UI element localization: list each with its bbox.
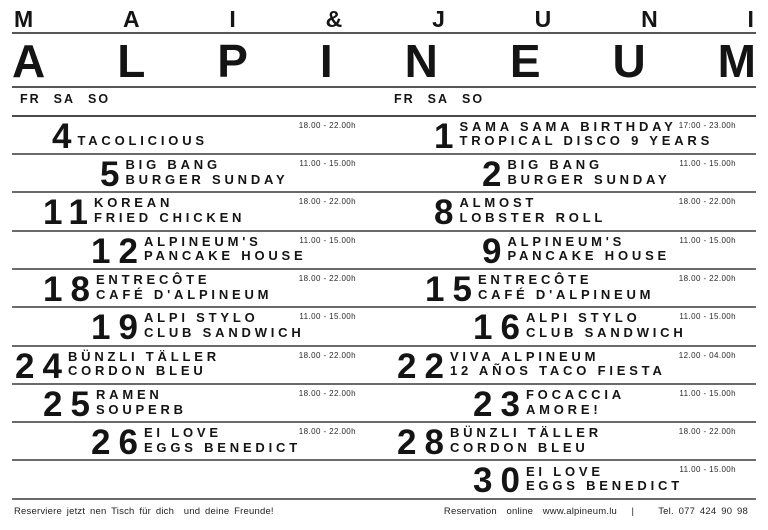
event-cell (394, 461, 756, 501)
column-gap (356, 193, 394, 229)
event-title (125, 158, 288, 188)
event-cell (12, 155, 356, 195)
event-cell (394, 193, 756, 233)
event-title-line: CORDON BLEU (67, 363, 207, 379)
event-title (526, 465, 683, 495)
event-day-number: 2 (482, 155, 510, 195)
event-title (144, 311, 305, 341)
event-title-line: PANCAKE HOUSE (143, 248, 307, 264)
event-title (450, 426, 602, 456)
event-title-line: CAFÉ D'ALPINEUM (95, 286, 273, 302)
event-title-line: CLUB SANDWICH (525, 324, 687, 340)
column-gap (356, 308, 394, 344)
event-title-line: ENTRECÔTE (477, 272, 593, 288)
footer-reservation-note: Reserviere jetzt nen Tisch für dich und deine Freunde! (14, 505, 274, 517)
event-cell (12, 231, 356, 271)
event-time: 18.00 - 22.00h (298, 388, 356, 398)
weekday-label-so: SO (462, 91, 485, 106)
column-gap (356, 270, 394, 306)
event-title-line: RAMEN (95, 386, 163, 402)
event-day-number: 4 (52, 116, 80, 156)
event-title (144, 426, 301, 456)
weekday-header-right (394, 90, 756, 108)
event-time: 18.00 - 22.00h (678, 273, 736, 283)
weekday-label-fr: FR (394, 91, 415, 106)
title-letter: J (432, 6, 445, 32)
event-day-number: 19 (91, 308, 146, 348)
event-cell (394, 384, 756, 424)
event-day-number: 16 (473, 308, 528, 348)
venue-letter: N (404, 35, 438, 88)
column-gap (356, 385, 394, 421)
event-title-line: ALMOST (459, 195, 538, 211)
event-day-number: 22 (397, 346, 452, 386)
event-cell (394, 269, 756, 309)
event-title (94, 196, 245, 226)
event-day-number: 12 (91, 231, 146, 271)
event-title-line: AMORE! (525, 401, 602, 417)
event-time: 18.00 - 22.00h (298, 350, 356, 360)
weekday-label-so: SO (88, 91, 111, 106)
event-cell (394, 423, 756, 463)
event-time: 11.00 - 15.00h (299, 235, 356, 245)
event-day-number: 24 (15, 346, 70, 386)
event-time: 18.00 - 22.00h (298, 427, 356, 437)
title-letter: M (14, 6, 34, 32)
event-time: 18.00 - 22.00h (298, 120, 356, 130)
weekday-label-sa: SA (53, 91, 76, 106)
event-time: 11.00 - 15.00h (299, 159, 356, 169)
event-title-line: FOCACCIA (525, 386, 625, 402)
event-title-line: VIVA ALPINEUM (449, 348, 600, 364)
venue-letter: P (217, 35, 248, 88)
event-time: 18.00 - 22.00h (678, 427, 736, 437)
weekday-header-left (12, 90, 356, 108)
event-title (459, 196, 606, 226)
event-time: 12.00 - 04.00h (678, 350, 736, 360)
event-title-line: CAFÉ D'ALPINEUM (477, 286, 655, 302)
event-cell (12, 423, 356, 463)
event-time: 11.00 - 15.00h (679, 312, 736, 322)
event-title-line: BIG BANG (125, 157, 221, 173)
event-day-number: 1 (434, 116, 462, 156)
event-day-number: 26 (91, 423, 146, 463)
event-title-line: CORDON BLEU (449, 439, 589, 455)
event-time: 18.00 - 22.00h (298, 273, 356, 283)
column-gap (356, 461, 394, 497)
event-day-number: 11 (43, 193, 96, 233)
weekday-label-fr: FR (20, 91, 41, 106)
event-time: 11.00 - 15.00h (679, 159, 736, 169)
calendar-row (12, 347, 756, 385)
venue-letter: E (509, 35, 541, 88)
event-title (68, 350, 220, 380)
event-title-line: TACOLICIOUS (77, 133, 208, 149)
calendar-row (12, 461, 756, 499)
calendar-row (12, 385, 756, 423)
event-title (459, 120, 713, 150)
event-time: 11.00 - 15.00h (299, 312, 356, 322)
title-letter: U (534, 6, 552, 32)
event-title-line: ALPINEUM'S (507, 233, 626, 249)
venue-letter: U (612, 35, 646, 88)
event-title-line: BURGER SUNDAY (125, 171, 289, 187)
event-cell (12, 193, 356, 233)
title-letter: N (641, 6, 658, 32)
event-title (144, 235, 307, 265)
event-cell (394, 231, 756, 271)
event-title (526, 388, 625, 418)
title-letter: I (229, 6, 236, 32)
event-day-number: 9 (482, 231, 510, 271)
event-title-line: KOREAN (94, 195, 174, 211)
event-title (507, 158, 670, 188)
event-cell (394, 155, 756, 195)
event-day-number: 25 (43, 384, 98, 424)
event-title-line: EGGS BENEDICT (143, 439, 301, 455)
event-title-line: LOBSTER ROLL (459, 210, 607, 226)
event-title (526, 311, 687, 341)
event-title-line: EI LOVE (525, 463, 604, 479)
venue-name (12, 35, 756, 88)
event-cell (12, 461, 356, 497)
event-title (96, 388, 187, 418)
event-time: 18.00 - 22.00h (678, 197, 736, 207)
event-title-line: PANCAKE HOUSE (507, 248, 671, 264)
event-cell (12, 384, 356, 424)
venue-letter: A (12, 35, 46, 88)
event-title-line: EI LOVE (143, 425, 222, 441)
event-title-line: ALPINEUM'S (143, 233, 262, 249)
event-cell (12, 269, 356, 309)
column-gap (356, 232, 394, 268)
event-title-line: FRIED CHICKEN (94, 210, 246, 226)
event-day-number: 28 (397, 423, 452, 463)
calendar-row (12, 270, 756, 308)
column-gap (356, 423, 394, 459)
event-title-line: EGGS BENEDICT (525, 478, 683, 494)
event-title-line: SOUPERB (95, 401, 187, 417)
event-time: 11.00 - 15.00h (679, 388, 736, 398)
event-time: 11.00 - 15.00h (679, 235, 736, 245)
event-title (77, 134, 207, 150)
event-title-line: CLUB SANDWICH (143, 324, 305, 340)
title-letter: I (747, 6, 754, 32)
event-day-number: 8 (434, 193, 462, 233)
event-title-line: SAMA SAMA BIRTHDAY (459, 118, 677, 134)
event-title-line: TROPICAL DISCO 9 YEARS (459, 133, 714, 149)
event-title-line: BÜNZLI TÄLLER (449, 425, 602, 441)
event-day-number: 18 (43, 269, 98, 309)
event-time: 17:00 - 23.00h (678, 120, 736, 130)
footer-contact-info: Reservation online www.alpineum.lu | Tel. 077 424 90 98 (443, 505, 748, 517)
event-cell (394, 346, 756, 386)
title-letter: A (122, 6, 140, 32)
weekday-label-sa: SA (427, 91, 450, 106)
calendar-row (12, 308, 756, 346)
calendar-row (12, 117, 756, 155)
event-cell (12, 116, 356, 156)
event-title-line: BURGER SUNDAY (507, 171, 671, 187)
venue-letter: L (117, 35, 146, 88)
column-gap (356, 155, 394, 191)
event-day-number: 15 (425, 269, 480, 309)
event-title (96, 273, 272, 303)
event-title-line: BIG BANG (507, 157, 603, 173)
event-time: 18.00 - 22.00h (298, 197, 356, 207)
event-day-number: 5 (100, 155, 128, 195)
footer (14, 500, 748, 517)
event-title (478, 273, 654, 303)
calendar-row (12, 423, 756, 461)
event-title-line: ENTRECÔTE (95, 272, 211, 288)
event-day-number: 30 (473, 461, 528, 501)
calendar-grid (12, 117, 756, 500)
event-title (507, 235, 670, 265)
venue-letter: I (319, 35, 333, 88)
event-cell (12, 346, 356, 386)
month-title-row (12, 0, 756, 34)
venue-letter: M (717, 35, 756, 88)
event-title-line: ALPI STYLO (143, 310, 259, 326)
month-title (14, 6, 754, 32)
column-gap (356, 347, 394, 383)
event-title (450, 350, 666, 380)
calendar-row (12, 232, 756, 270)
event-day-number: 23 (473, 384, 528, 424)
calendar-row (12, 193, 756, 231)
event-title-line: ALPI STYLO (525, 310, 641, 326)
event-title-line: 12 AÑOS TACO FIESTA (449, 363, 666, 379)
calendar-row (12, 155, 756, 193)
event-cell (12, 308, 356, 348)
event-cell (394, 308, 756, 348)
event-title-line: BÜNZLI TÄLLER (67, 348, 220, 364)
event-cell (394, 116, 756, 156)
column-gap (356, 117, 394, 153)
event-time: 11.00 - 15.00h (679, 465, 736, 475)
weekday-header-row (12, 88, 756, 117)
ampersand: & (325, 6, 343, 32)
venue-title-row (12, 34, 756, 88)
